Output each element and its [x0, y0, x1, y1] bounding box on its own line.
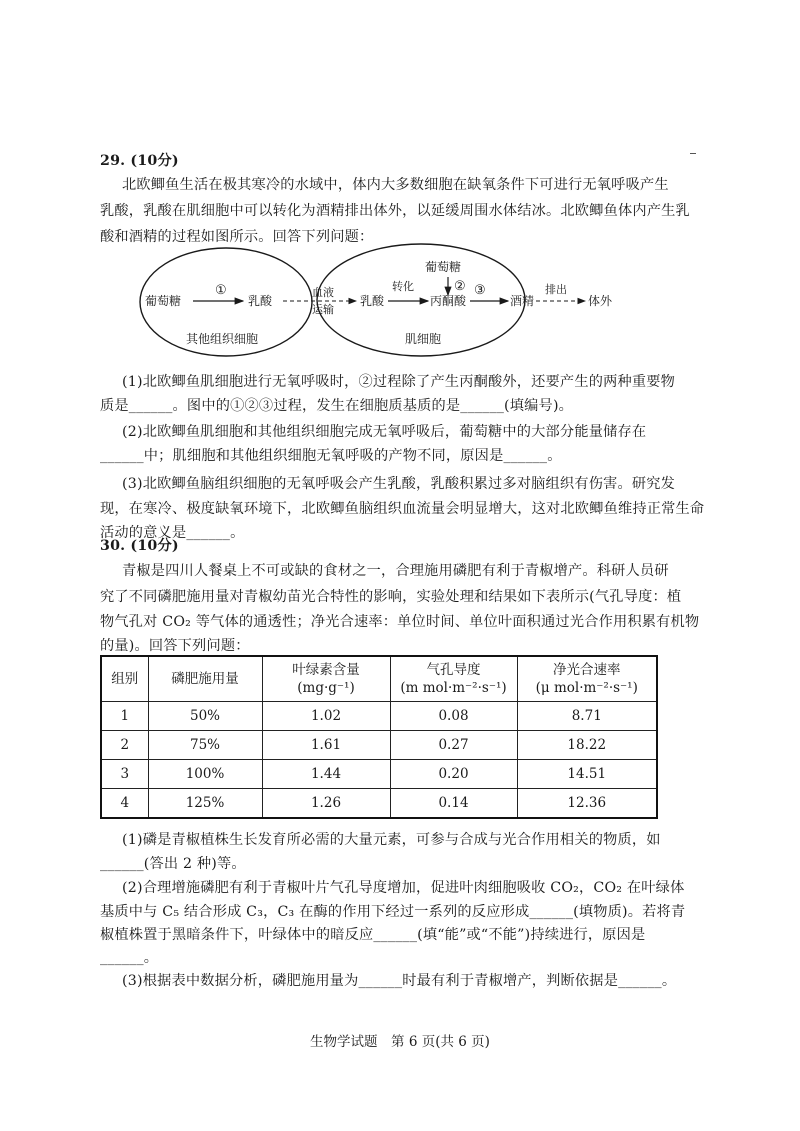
cell: 1.44 [262, 760, 390, 789]
excrete-label: 排出 [545, 283, 567, 296]
muscle-cell-label: 肌细胞 [405, 332, 442, 346]
q29-q3-line: (3)北欧鲫鱼脑组织细胞的无氧呼吸会产生乳酸，乳酸积累过多对脑组织有伤害。研究发 [122, 476, 676, 492]
cell: 1.02 [262, 702, 390, 731]
q29-intro-line: 北欧鲫鱼生活在极其寒冷的水域中，体内大多数细胞在缺氧条件下可进行无氧呼吸产生 [122, 177, 669, 193]
q29-intro-line: 乳酸，乳酸在肌细胞中可以转化为酒精排出体外，以延缓周围水体结冰。北欧鲫鱼体内产生乳 [100, 203, 690, 219]
q30-q3-line: (3)根据表中数据分析，磷肥施用量为______时最有利于青椒增产，判断依据是______。 [122, 973, 677, 989]
q29-q3-line: 现，在寒冷、极度缺氧环境下，北欧鲫鱼脑组织血流量会明显增大，这对北欧鲫鱼维持正常生命 [100, 501, 705, 517]
q29-q2-line: (2)北欧鲫鱼肌细胞和其他组织细胞完成无氧呼吸后，葡萄糖中的大部分能量储存在 [122, 424, 647, 440]
lactate-left-label: 乳酸 [248, 294, 273, 308]
header-phosphate-amount: 磷肥施用量 [148, 656, 262, 702]
cell: 1.61 [262, 731, 390, 760]
q30-intro-line: 青椒是四川人餐桌上不可或缺的食材之一，合理施用磷肥有利于青椒增产。科研人员研 [122, 563, 669, 579]
header-net-photosynthesis: 净光合速率 (μ mol·m⁻²·s⁻¹) [517, 656, 657, 702]
q29-q2-line: ______中；肌细胞和其他组织细胞无氧呼吸的产物不同，原因是______。 [100, 448, 562, 464]
respiration-diagram [0, 0, 800, 380]
cell: 8.71 [517, 702, 657, 731]
cell: 75% [148, 731, 262, 760]
page-footer: 生物学试题 第 6 页(共 6 页) [310, 1034, 490, 1050]
table-header-row [101, 656, 657, 702]
q29-q3-line: 活动的意义是______。 [100, 525, 245, 541]
q30-intro-line: 的量)。回答下列问题： [100, 638, 250, 654]
cell: 4 [101, 789, 148, 819]
q30-q1-line: (1)磷是青椒植株生长发育所必需的大量元素，可参与合成与光合作用相关的物质，如 [122, 832, 661, 848]
table-row [101, 731, 657, 760]
glucose-left-label: 葡萄糖 [145, 294, 182, 308]
q30-q1-line: ______(答出 2 种)等。 [100, 856, 246, 872]
cell: 2 [101, 731, 148, 760]
header-stomatal-conductance: 气孔导度 (m mol·m⁻²·s⁻¹) [390, 656, 517, 702]
cell: 12.36 [517, 789, 657, 819]
cell: 14.51 [517, 760, 657, 789]
q30-intro-line: 物气孔对 CO₂ 等气体的通透性；净光合速率：单位时间、单位叶面积通过光合作用积累有机物 [100, 614, 700, 630]
cell: 18.22 [517, 731, 657, 760]
q29-header: 29. (10分) [100, 153, 179, 169]
outside-label: 体外 [588, 294, 613, 308]
convert-label: 转化 [392, 280, 414, 293]
q29-intro-line: 酸和酒精的过程如图所示。回答下列问题： [100, 229, 374, 245]
cell: 1.26 [262, 789, 390, 819]
transport-top-label: 血液 [312, 286, 334, 299]
cell: 3 [101, 760, 148, 789]
q30-q2-line: 基质中与 C₅ 结合形成 C₃，C₃ 在酶的作用下经过一系列的反应形成______(填物质)。若将青 [100, 904, 686, 920]
glucose-top-label: 葡萄糖 [425, 260, 462, 274]
pyruvate-label: 丙酮酸 [430, 294, 467, 308]
table-row [101, 760, 657, 789]
cell: 50% [148, 702, 262, 731]
step3-label: ③ [474, 283, 486, 298]
header-group: 组别 [101, 656, 148, 702]
step2-label: ② [454, 279, 466, 294]
cell: 125% [148, 789, 262, 819]
q29-q1-line: 质是______。图中的①②③过程，发生在细胞质基质的是______(填编号)。 [100, 398, 574, 414]
q30-q2-line: ______。 [100, 950, 159, 966]
cell: 0.20 [390, 760, 517, 789]
cell: 0.14 [390, 789, 517, 819]
cell: 0.27 [390, 731, 517, 760]
transport-bottom-label: 运输 [312, 303, 334, 316]
header-chlorophyll: 叶绿素含量 (mg·g⁻¹) [262, 656, 390, 702]
q29-q1-line: (1)北欧鲫鱼肌细胞进行无氧呼吸时，②过程除了产生丙酮酸外，还要产生的两种重要物 [122, 374, 676, 390]
q30-intro-line: 究了不同磷肥施用量对青椒幼苗光合特性的影响，实验处理和结果如下表所示(气孔导度：植 [100, 589, 682, 605]
phosphate-data-table [100, 655, 658, 819]
q30-header: 30. (10分) [100, 538, 179, 554]
step1-label: ① [215, 283, 227, 298]
cell: 0.08 [390, 702, 517, 731]
table-row [101, 702, 657, 731]
cell: 100% [148, 760, 262, 789]
q30-q2-line: (2)合理增施磷肥有利于青椒叶片气孔导度增加，促进叶肉细胞吸收 CO₂，CO₂ 在叶绿体 [122, 880, 685, 896]
cell: 1 [101, 702, 148, 731]
lactate-right-label: 乳酸 [360, 294, 385, 308]
table-row [101, 789, 657, 819]
other-tissue-cell-label: 其他组织细胞 [186, 332, 259, 346]
ethanol-label: 酒精 [510, 294, 535, 308]
q30-q2-line: 椒植株置于黑暗条件下，叶绿体中的暗反应______(填“能”或“不能”)持续进行，原因是 [100, 927, 646, 943]
